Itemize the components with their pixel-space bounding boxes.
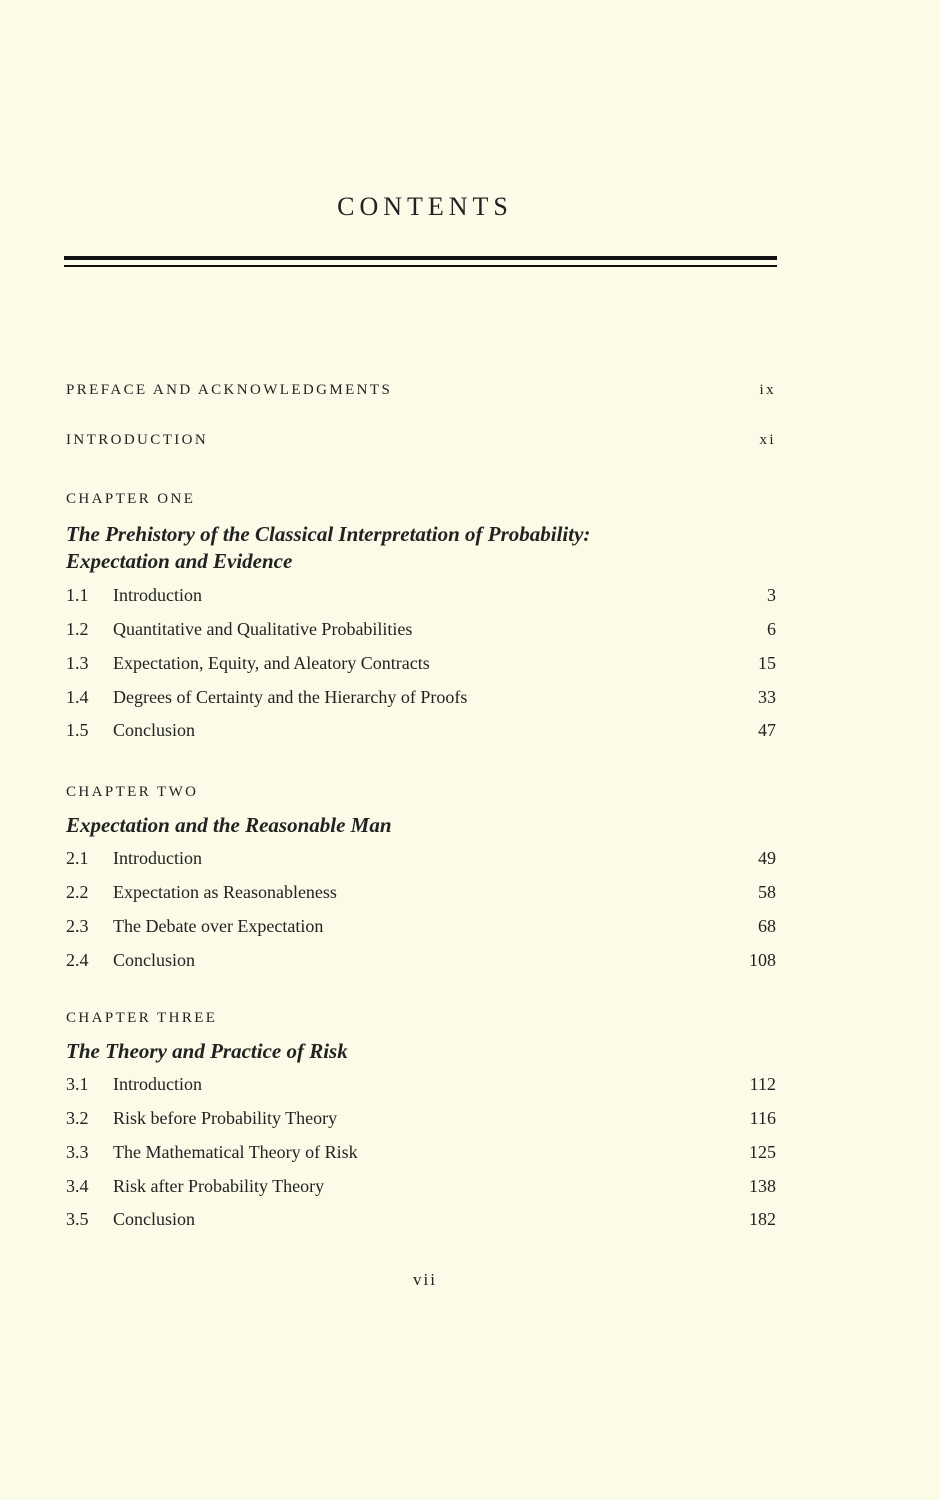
- section-title: Introduction: [113, 848, 202, 868]
- toc-section[interactable]: [66, 880, 776, 904]
- section-title: Quantitative and Qualitative Probabilities: [113, 619, 413, 639]
- section-title: Conclusion: [113, 1209, 196, 1229]
- toc-section[interactable]: [66, 718, 776, 742]
- section-page: 6: [767, 619, 776, 639]
- chapter-title-continued: Expectation and Evidence: [66, 549, 293, 573]
- toc-section[interactable]: [66, 1140, 776, 1164]
- toc-section[interactable]: [66, 948, 776, 972]
- section-title: The Debate over Expectation: [113, 916, 324, 936]
- chapter-title: The Theory and Practice of Risk: [66, 1039, 348, 1063]
- toc-section[interactable]: [66, 617, 776, 641]
- section-number: 1.1: [66, 585, 89, 605]
- section-number: 3.4: [66, 1176, 89, 1196]
- toc-section[interactable]: [66, 1072, 776, 1096]
- toc-section[interactable]: [66, 685, 776, 709]
- toc-entry-label: PREFACE AND ACKNOWLEDGMENTS: [66, 382, 393, 398]
- section-title: Risk before Probability Theory: [113, 1108, 338, 1128]
- section-page: 108: [749, 950, 776, 970]
- toc-section[interactable]: [66, 1174, 776, 1198]
- section-title: Conclusion: [113, 950, 196, 970]
- section-title: The Mathematical Theory of Risk: [113, 1142, 358, 1162]
- toc-entry-preface[interactable]: [66, 378, 776, 402]
- section-page: 68: [758, 916, 776, 936]
- chapter-label: CHAPTER THREE: [66, 1010, 218, 1026]
- section-number: 1.5: [66, 720, 89, 740]
- section-title: Risk after Probability Theory: [113, 1176, 325, 1196]
- title-rule-thick: [64, 256, 777, 260]
- section-title: Degrees of Certainty and the Hierarchy of Proofs: [113, 687, 468, 707]
- chapter-label: CHAPTER ONE: [66, 491, 196, 507]
- chapter-title: Expectation and the Reasonable Man: [66, 813, 392, 837]
- toc-section[interactable]: [66, 914, 776, 938]
- section-page: 138: [749, 1176, 776, 1196]
- section-number: 1.2: [66, 619, 89, 639]
- section-page: 49: [758, 848, 776, 868]
- section-page: 125: [749, 1142, 776, 1162]
- title-rule-thin: [64, 265, 777, 267]
- section-number: 2.1: [66, 848, 89, 868]
- chapter-label: CHAPTER TWO: [66, 784, 199, 800]
- section-number: 2.3: [66, 916, 89, 936]
- toc-entry-page: ix: [759, 382, 776, 398]
- toc-entry-label: INTRODUCTION: [66, 432, 209, 448]
- section-page: 15: [758, 653, 776, 673]
- toc-section[interactable]: [66, 583, 776, 607]
- section-number: 3.5: [66, 1209, 89, 1229]
- toc-section[interactable]: [66, 1106, 776, 1130]
- section-title: Expectation, Equity, and Aleatory Contracts: [113, 653, 430, 673]
- section-title: Conclusion: [113, 720, 196, 740]
- chapter-title: The Prehistory of the Classical Interpretation of Probability:: [66, 522, 591, 546]
- toc-entry-page: xi: [759, 432, 776, 448]
- section-number: 1.3: [66, 653, 89, 673]
- page-number: vii: [413, 1270, 437, 1289]
- toc-section[interactable]: [66, 1207, 776, 1231]
- section-page: 182: [749, 1209, 776, 1229]
- section-page: 116: [749, 1108, 776, 1128]
- page-title: CONTENTS: [337, 192, 513, 221]
- section-page: 47: [758, 720, 776, 740]
- section-page: 112: [749, 1074, 776, 1094]
- section-title: Expectation as Reasonableness: [113, 882, 337, 902]
- section-number: 2.4: [66, 950, 89, 970]
- section-page: 58: [758, 882, 776, 902]
- toc-section[interactable]: [66, 651, 776, 675]
- section-number: 2.2: [66, 882, 89, 902]
- section-page: 33: [758, 687, 776, 707]
- section-number: 3.2: [66, 1108, 89, 1128]
- toc-entry-introduction[interactable]: [66, 428, 776, 452]
- section-number: 3.1: [66, 1074, 89, 1094]
- section-number: 3.3: [66, 1142, 89, 1162]
- section-title: Introduction: [113, 585, 202, 605]
- section-title: Introduction: [113, 1074, 202, 1094]
- section-page: 3: [767, 585, 776, 605]
- section-number: 1.4: [66, 687, 89, 707]
- toc-section[interactable]: [66, 846, 776, 870]
